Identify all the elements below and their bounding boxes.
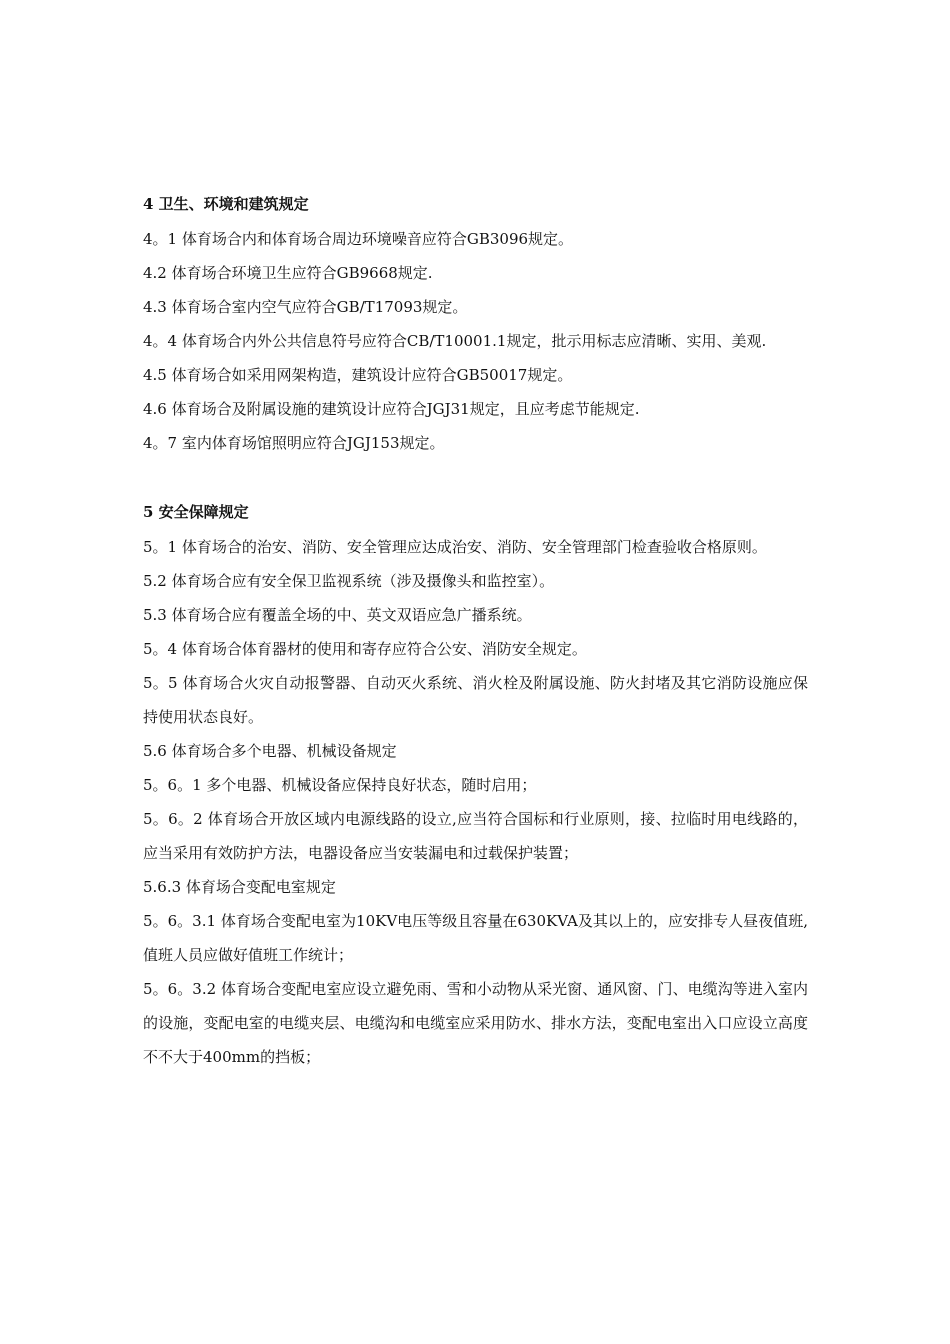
document-body	[143, 190, 808, 1074]
clause-5-5: 5。5 体育场合火灾自动报警器、自动灭火系统、消火栓及附属设施、防火封堵及其它消防设施应保持使用状态良好。	[143, 674, 808, 726]
clause-5-1: 5。1 体育场合的治安、消防、安全管理应达成治安、消防、安全管理部门检查验收合格原则。	[143, 538, 767, 556]
clause-5-3: 5.3 体育场合应有覆盖全场的中、英文双语应急广播系统。	[143, 606, 532, 624]
clause-4-7: 4。7 室内体育场馆照明应符合JGJ153规定。	[143, 434, 445, 452]
clause-5-6-1: 5。6。1 多个电器、机械设备应保持良好状态，随时启用；	[143, 776, 537, 794]
clause-4-3: 4.3 体育场合室内空气应符合GB/T17093规定。	[143, 298, 468, 316]
clause-4-4: 4。4 体育场合内外公共信息符号应符合CB/T10001.1规定，批示用标志应清晰、实用、美观.	[143, 332, 767, 350]
clause-4-5: 4.5 体育场合如采用网架构造，建筑设计应符合GB50017规定。	[143, 366, 573, 384]
clause-5-2: 5.2 体育场合应有安全保卫监视系统（涉及摄像头和监控室）。	[143, 572, 555, 590]
clause-5-4: 5。4 体育场合体育器材的使用和寄存应符合公安、消防安全规定。	[143, 640, 587, 658]
clause-5-6-3-2: 5。6。3.2 体育场合变配电室应设立避免雨、雪和小动物从采光窗、通风窗、门、电缆沟等进入室内的设施，变配电室的电缆夹层、电缆沟和电缆室应采用防水、排水方法，变配电室出入口应设立高度不不大于400mm的挡板；	[143, 980, 808, 1066]
clause-4-6: 4.6 体育场合及附属设施的建筑设计应符合JGJ31规定，且应考虑节能规定.	[143, 400, 640, 418]
clause-4-2: 4.2 体育场合环境卫生应符合GB9668规定.	[143, 264, 433, 282]
clause-5-6-3: 5.6.3 体育场合变配电室规定	[143, 878, 336, 896]
section-4-heading: 4 卫生、环境和建筑规定	[143, 195, 309, 213]
clause-4-1: 4。1 体育场合内和体育场合周边环境噪音应符合GB3096规定。	[143, 230, 574, 248]
clause-5-6-2: 5。6。2 体育场合开放区域内电源线路的设立,应当符合国标和行业原则，接、拉临时用电线路的，应当采用有效防护方法，电器设备应当安装漏电和过载保护装置；	[143, 810, 808, 862]
clause-5-6: 5.6 体育场合多个电器、机械设备规定	[143, 742, 397, 760]
section-5-heading: 5 安全保障规定	[143, 503, 249, 521]
clause-5-6-3-1: 5。6。3.1 体育场合变配电室为10KV电压等级且容量在630KVA及其以上的，应安排专人昼夜值班,值班人员应做好值班工作统计；	[143, 912, 808, 964]
